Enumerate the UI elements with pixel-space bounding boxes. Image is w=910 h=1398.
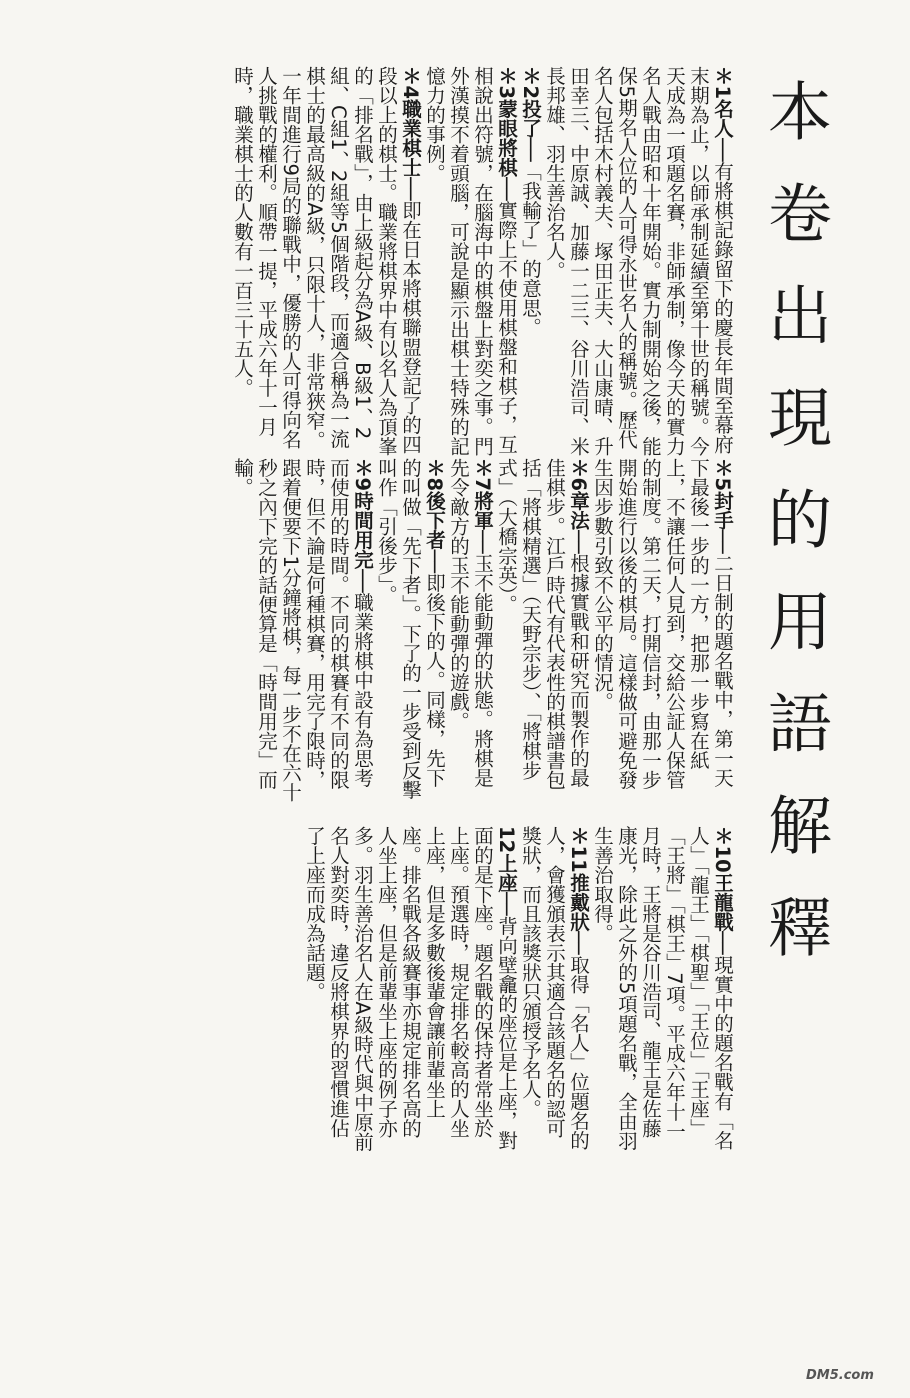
glossary-entry	[230, 66, 422, 456]
entry-number: ＊4	[399, 66, 422, 100]
lower-glossary-block	[182, 826, 734, 1156]
entry-term: 封手	[711, 491, 734, 531]
entry-term: 時間用完	[351, 491, 374, 570]
glossary-entry	[518, 66, 542, 456]
entry-number: ＊11	[567, 826, 590, 873]
watermark-logo: DM5.com	[806, 1368, 874, 1383]
entry-term: 蒙眼將棋	[495, 99, 518, 178]
entry-definition: ──取得「名人」位題名的人，會獲頒表示其適合該題名的認可獎狀，而且該獎狀只頒授予名人。	[519, 826, 590, 1150]
entry-definition: ──即在日本將棋聯盟登記了的四段以上的棋士。職業將棋界中有以名人為頂峯的「排名戰」，由上級起分為A級、B級1、2組、C組1、2組等5個階段，而適合稱為一流棋士的最高級的A級，只限十人，非常狹窄。一年間進行9局的聯戰中，優勝的人可得向名人挑戰的權利。順帶一提，平成六年十一月時，職業棋士的人數有一百三十五人。	[231, 66, 422, 456]
entry-term: 職業棋士	[399, 99, 422, 178]
entry-number: ＊10	[711, 826, 734, 873]
entry-term: 名人	[711, 99, 734, 139]
entry-number: ＊7	[471, 458, 494, 492]
entry-term: 王龍戰	[711, 872, 734, 932]
entry-number: ＊6	[567, 458, 590, 492]
glossary-entry	[590, 458, 734, 806]
glossary-entry	[590, 826, 734, 1156]
glossary-entry	[518, 826, 590, 1156]
entry-number: ＊3	[495, 66, 518, 100]
glossary-entry	[494, 458, 590, 806]
entry-term: 上座	[495, 853, 518, 893]
entry-definition: ──二日制的題名戰中，第一天下最後一步的一方，把那一步寫在紙上，不讓任何人見到，交給公証人保管的制度。第二天，打開信封，由那一步開始進行以後的棋局。這樣做可避免發生因步數引致不公平的情況。	[591, 458, 734, 790]
entry-definition: ──背向壁龕的座位是上座，對面的是下座。題名戰的保持者常坐於上座。預選時，規定排名較高的人坐上座，但是多數後輩會讓前輩坐上座。排名戰各級賽事亦規定排名高的人坐上座，但是前輩坐上座的例子亦多。羽生善治名人在A級時代與中原前名人對奕時，違反將棋界的習慣進佔了上座而成為話題。	[303, 826, 518, 1152]
entry-term: 章法	[567, 491, 590, 531]
entry-definition: ──「我輸了」的意思。	[519, 138, 542, 338]
upper-glossary-block	[62, 66, 734, 456]
entry-definition: ──即後下的人。同樣，先下的叫做「先下者」。下了的一步受到反擊叫作「引後步」。	[375, 458, 446, 800]
entry-term: 後下者	[423, 491, 446, 550]
entry-number: ＊1	[711, 66, 734, 100]
middle-glossary-block	[62, 458, 734, 806]
entry-definition: ──玉不能動彈的狀態。將棋是先令敵方的玉不能動彈的遊戲。	[447, 458, 494, 788]
entry-definition: ──職業將棋中設有為思考而使用的時間。不同的棋賽有不同的限時，但不論是何種棋賽，用完了限時，跟着便要下1分鐘將棋，每一步不在六十秒之內下完的話便算是「時間用完」而輸。	[231, 458, 374, 802]
entry-number: ＊9	[351, 458, 374, 492]
entry-term: 推戴狀	[567, 872, 590, 932]
entry-term: 投了	[519, 99, 542, 139]
glossary-entry	[542, 66, 734, 456]
entry-definition: ──有將棋記錄留下的慶長年間至幕府末期為止，以師承制延續至第十世的稱號。今天成為一項題名賽，非師承制，像今天的實力名人戰由昭和十年開始。實力制開始之後，能保5期名人位的人可得永世名人的稱號。歷代名人包括木村義夫、塚田正夫、大山康晴、升田幸三、中原誠、加藤一二三、谷川浩司、米長邦雄、羽生善治名人。	[543, 66, 734, 456]
glossary-entry	[302, 826, 518, 1156]
glossary-entry	[422, 66, 518, 456]
entry-number: 12	[495, 826, 518, 854]
page-title: 本卷出現的用語解釋	[757, 78, 831, 996]
entry-definition: ──根據實戰和研究而製作的最佳棋步。江戶時代有代表性的棋譜書包括「將棋精選」（天野宗步）、「將棋步式」（大橋宗英）。	[495, 458, 590, 790]
glossary-entry	[446, 458, 494, 806]
entry-number: ＊2	[519, 66, 542, 100]
glossary-entry	[230, 458, 374, 806]
entry-definition: ──現實中的題名戰有「名人」「龍王」「棋聖」「王位」「王座」「王將」「棋王」7項。平成六年十一月時，王將是谷川浩司、龍王是佐藤康光，除此之外的5項題名戰，全由羽生善治取得。	[591, 826, 734, 1151]
entry-term: 將軍	[471, 491, 494, 531]
entry-definition: ──實際上不使用棋盤和棋子，互相說出符號，在腦海中的棋盤上對奕之事。門外漢摸不着頭腦，可說是顯示出棋士特殊的記憶力的事例。	[423, 66, 518, 456]
glossary-entry	[374, 458, 446, 806]
entry-number: ＊5	[711, 458, 734, 492]
entry-number: ＊8	[423, 458, 446, 492]
